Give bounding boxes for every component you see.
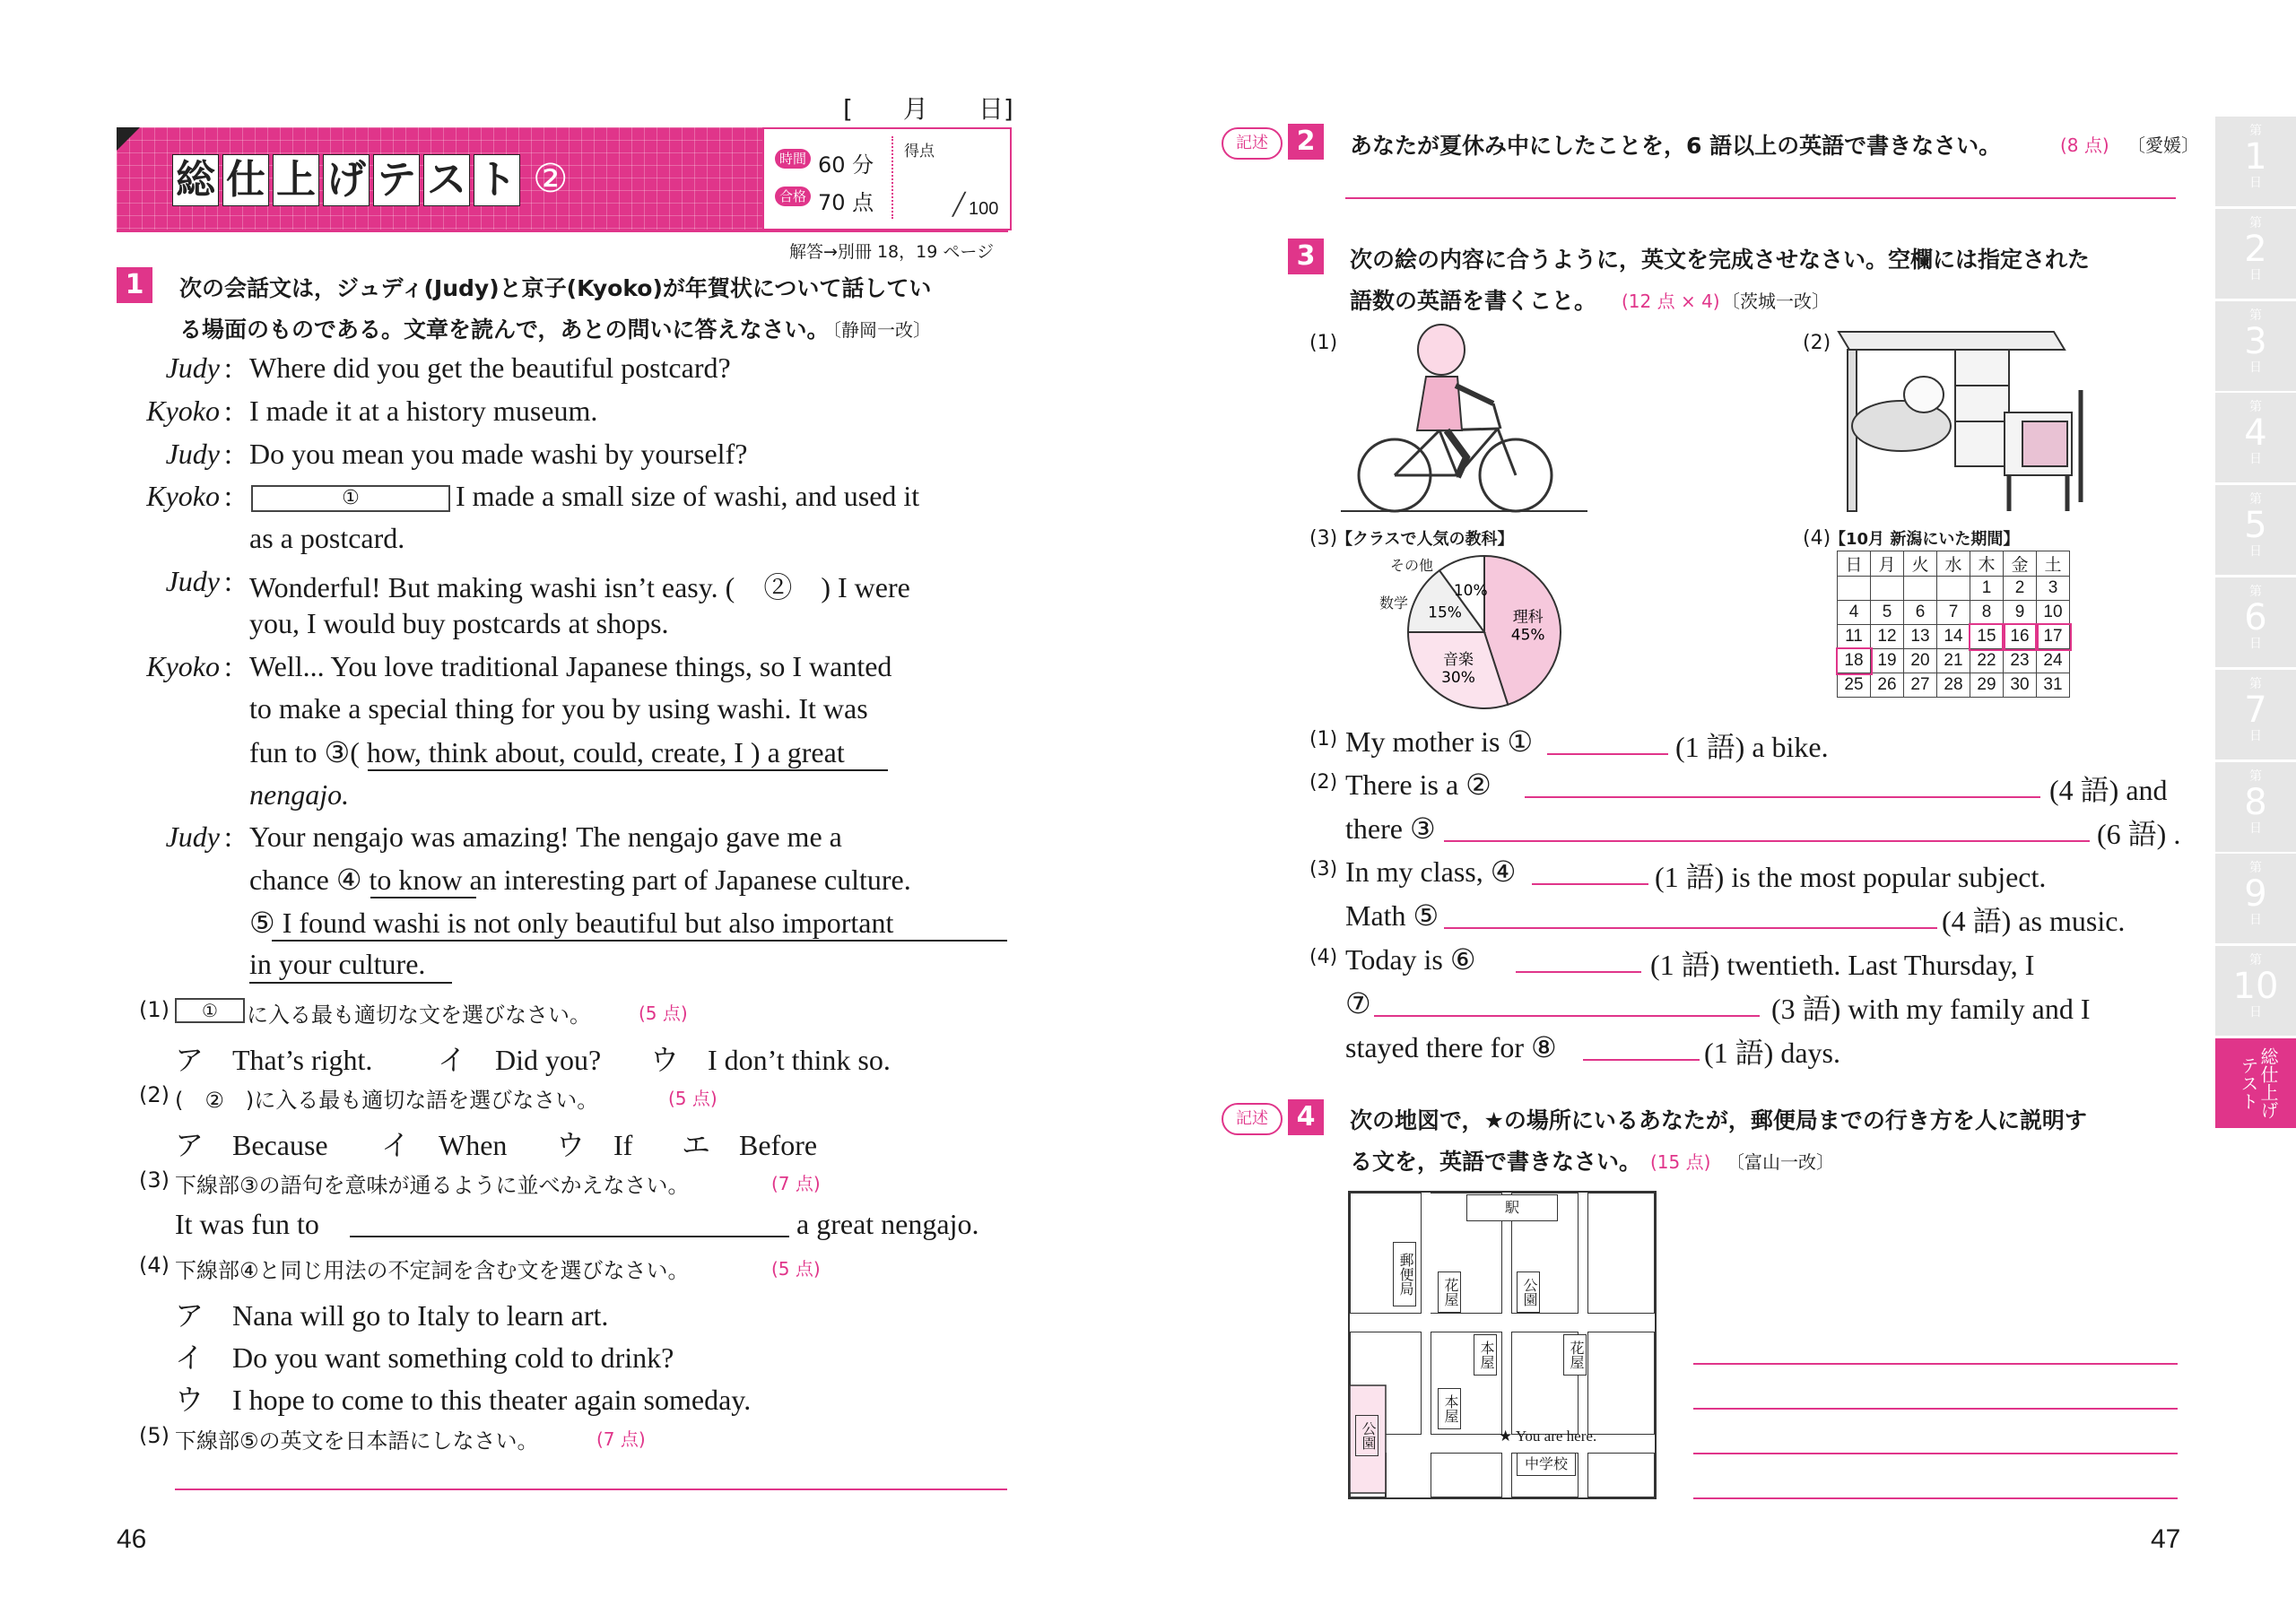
choice[interactable]: エ Before	[682, 1129, 818, 1161]
sentence-text: (1 語) days.	[1704, 1037, 1840, 1069]
you-are-here-marker: ★ You are here.	[1499, 1428, 1597, 1445]
calendar-day-cell: 7	[1937, 601, 1970, 625]
sub-q-3-text: 下線部③の語句を意味が通るように並べかえなさい。	[175, 1173, 690, 1198]
calendar-day-cell: 21	[1937, 649, 1970, 673]
sentence-text: (4 語) and	[2049, 774, 2168, 806]
tab-day-8[interactable]: 第 8 日	[2215, 762, 2296, 855]
underline-5b	[249, 982, 452, 984]
calendar-day-cell: 26	[1871, 673, 1904, 698]
sub-3-prefix: It was fun to	[175, 1208, 319, 1240]
sentence-text: (1 語) twentieth. Last Thursday, I	[1650, 949, 2035, 981]
calendar-header-cell: 火	[1904, 551, 1937, 577]
q3-text-1: 次の絵の内容に合うように，英文を完成させなさい。空欄には指定された	[1350, 247, 2091, 273]
sub-q-label: (1)	[139, 997, 170, 1022]
date-bracket: [ 月 日]	[843, 94, 1013, 124]
pie-label-other: その他	[1390, 557, 1434, 574]
kijutsu-badge: 記述	[1222, 127, 1283, 160]
tab-final-test[interactable]: 総仕上げテスト	[2215, 1038, 2296, 1128]
tab-day-3[interactable]: 第 3 日	[2215, 301, 2296, 394]
sentence-text: Math ⑤	[1345, 899, 1439, 932]
dialogue-line: I made it at a history museum.	[249, 395, 598, 427]
sentence-text: Today is ⑥	[1345, 943, 1476, 976]
q4-answer-line[interactable]	[1693, 1453, 2178, 1454]
sub-3-answer-line[interactable]	[350, 1236, 789, 1237]
blank-1[interactable]	[1547, 753, 1668, 755]
title-number: ②	[533, 156, 569, 202]
calendar-day-cell: 17	[2037, 625, 2070, 649]
blank-8[interactable]	[1583, 1059, 1700, 1061]
tab-day-5[interactable]: 第 5 日	[2215, 485, 2296, 577]
sub-q-4-text: 下線部④と同じ用法の不定詞を含む文を選びなさい。	[175, 1258, 690, 1283]
page-title	[172, 154, 568, 206]
q4-answer-line[interactable]	[1693, 1497, 2178, 1499]
colon: :	[224, 480, 232, 512]
dialogue-line: to make a special thing for you by using washi. It was	[249, 692, 868, 725]
dialogue-line: Wonderful! But making washi isn’t easy. ( ② ) I were	[249, 571, 910, 603]
calendar-header-cell: 金	[2004, 551, 2037, 577]
calendar-day-cell: 1	[1970, 577, 2004, 601]
q4-text-1: 次の地図で，★の場所にいるあなたが，郵便局までの行き方を人に説明す	[1350, 1107, 2087, 1133]
points: (5 点)	[771, 1258, 821, 1280]
sub-q-label: (2)	[139, 1082, 170, 1107]
choice[interactable]: イ When	[381, 1129, 508, 1161]
calendar-day-cell	[1937, 577, 1970, 601]
calendar-day-cell: 20	[1904, 649, 1937, 673]
pie-chart-title: 【クラスで人気の教科】	[1336, 530, 1514, 549]
answer-reference: 解答→別冊 18，19 ページ	[789, 242, 994, 262]
map-flower-shop: 花屋	[1438, 1271, 1461, 1313]
fig-label: (4)	[1803, 527, 1831, 550]
calendar-day-cell: 25	[1838, 673, 1871, 698]
q3-source: 〔茨城一改〕	[1722, 291, 1830, 312]
score-total: 100	[969, 199, 999, 219]
map-flower-shop: 花屋	[1563, 1334, 1587, 1376]
question-1-number: 1	[117, 267, 152, 303]
calendar-day-cell: 11	[1838, 625, 1871, 649]
tab-day-6[interactable]: 第 6 日	[2215, 577, 2296, 670]
dog-under-desk-illustration	[1830, 323, 2090, 516]
blank-7[interactable]	[1374, 1015, 1760, 1017]
q3-text-2: 語数の英語を書くこと。	[1350, 288, 1597, 314]
calendar	[1837, 551, 2070, 698]
dialogue-line: Do you mean you made washi by yourself?	[249, 438, 748, 470]
calendar-day-cell: 13	[1904, 625, 1937, 649]
dialogue-line: you, I would buy postcards at shops.	[249, 607, 669, 639]
sentence-text: (1 語) a bike.	[1675, 731, 1829, 763]
calendar-day-cell: 9	[2004, 601, 2037, 625]
title-char: ト	[474, 154, 520, 206]
pie-label-math: 数学	[1379, 595, 1409, 612]
calendar-day-cell: 27	[1904, 673, 1937, 698]
dialogue-line: nengajo.	[249, 778, 350, 811]
choice[interactable]: ウ I don’t think so.	[650, 1044, 891, 1076]
title-char: 上	[273, 154, 319, 206]
calendar-title: 【10月 新潟にいた期間】	[1830, 530, 2020, 549]
q1-instruction-1: 次の会話文は，ジュディ(Judy)と京子(Kyoko)が年賀状について話してい	[179, 275, 932, 301]
calendar-header-cell: 日	[1838, 551, 1871, 577]
colon: :	[224, 565, 232, 597]
fig-label: (2)	[1803, 332, 1831, 354]
score-label: 得点	[904, 143, 935, 161]
calendar-header-cell: 土	[2037, 551, 2070, 577]
calendar-day-cell: 6	[1904, 601, 1937, 625]
underline-4	[370, 897, 476, 898]
pie-slice-label: 15%	[1428, 603, 1462, 622]
title-char: 仕	[222, 154, 269, 206]
calendar-day-cell	[1871, 577, 1904, 601]
calendar-day-cell: 22	[1970, 649, 2004, 673]
calendar-day-cell: 29	[1970, 673, 2004, 698]
sentence-text: (3 語) with my family and I	[1771, 993, 2091, 1025]
calendar-day-cell: 3	[2037, 577, 2070, 601]
calendar-day-cell: 30	[2004, 673, 2037, 698]
q2-text: あなたが夏休み中にしたことを，6 語以上の英語で書きなさい。	[1350, 133, 2002, 159]
sub-q-label: (5)	[139, 1423, 170, 1448]
tab-day-7[interactable]: 第 7 日	[2215, 670, 2296, 762]
pie-slice-label: 45%	[1510, 626, 1545, 645]
sentence-text: In my class, ④	[1345, 855, 1517, 888]
points: (5 点)	[668, 1088, 718, 1109]
title-char: げ	[323, 154, 370, 206]
sub-q-label: (4)	[139, 1253, 170, 1278]
speaker-judy: Judy	[165, 565, 220, 597]
score-slash: ╱	[952, 193, 966, 217]
dialogue-line: Where did you get the beautiful postcard?	[249, 352, 731, 384]
title-char: ス	[423, 154, 470, 206]
sub-q-5-text: 下線部⑤の英文を日本語にしなさい。	[175, 1428, 539, 1454]
divider	[891, 136, 895, 219]
pie-slice-label: 10%	[1453, 582, 1488, 601]
q4-text-2: る文を，英語で書きなさい。	[1350, 1149, 1642, 1175]
pass-value: 70 点	[818, 190, 874, 215]
underline-3	[368, 769, 888, 771]
dialogue-line: as a postcard.	[249, 522, 405, 554]
q1-source: 〔静岡一改〕	[823, 319, 931, 341]
question-2-number: 2	[1288, 124, 1324, 160]
q2-answer-line[interactable]	[1345, 197, 2176, 199]
choice[interactable]: ウ If	[556, 1129, 633, 1161]
tab-day-2[interactable]: 第 2 日	[2215, 209, 2296, 301]
points: (7 点)	[771, 1173, 821, 1194]
choice[interactable]: イ Do you want something cold to drink?	[175, 1341, 674, 1374]
choice[interactable]: ア Nana will go to Italy to learn art.	[175, 1299, 609, 1332]
dialogue-line: ⑤ I found washi is not only beautiful but also important	[249, 907, 894, 939]
dialogue-line: in your culture.	[249, 948, 426, 980]
dialogue-line: Well... You love traditional Japanese things, so I wanted	[249, 650, 892, 682]
map-bookstore: 本屋	[1474, 1334, 1497, 1376]
dialogue-line: chance ④ to know an interesting part of Japanese culture.	[249, 864, 911, 896]
q1-instruction-2: る場面のものである。文章を読んで，あとの問いに答えなさい。	[179, 317, 830, 343]
calendar-day-cell	[1838, 577, 1871, 601]
calendar-header-cell: 水	[1937, 551, 1970, 577]
question-4-number: 4	[1288, 1099, 1324, 1135]
time-badge: 時間	[775, 149, 811, 169]
sentence-text: (4 語) as music.	[1942, 905, 2126, 937]
map-roads	[1350, 1193, 1655, 1497]
calendar-day-cell: 31	[2037, 673, 2070, 698]
colon: :	[224, 650, 232, 682]
sentence-text: My mother is ①	[1345, 725, 1534, 758]
q2-source: 〔愛媛〕	[2127, 135, 2199, 156]
blank-box-1[interactable]: ①	[251, 485, 450, 512]
speaker-kyoko: Kyoko	[146, 480, 220, 512]
choice[interactable]: ウ I hope to come to this theater again someday.	[175, 1384, 752, 1416]
title-underline	[117, 230, 1008, 232]
map-park: 公園	[1517, 1271, 1540, 1313]
points: (8 点)	[2060, 135, 2109, 156]
tab-day-4[interactable]: 第 4 日	[2215, 393, 2296, 485]
corner-mark	[117, 127, 140, 151]
tab-day-1[interactable]: 第 1 日	[2215, 117, 2296, 209]
sentence-num: (3)	[1309, 858, 1338, 881]
calendar-header-cell: 木	[1970, 551, 2004, 577]
blank-box-ref: ①	[175, 998, 245, 1023]
map-junior-high-school: 中学校	[1517, 1453, 1576, 1476]
girl-on-bicycle-illustration	[1341, 323, 1592, 516]
sentence-num: (4)	[1309, 946, 1338, 968]
speaker-judy: Judy	[165, 352, 220, 384]
pie-slice-label: 音楽	[1443, 650, 1474, 669]
fig-label: (1)	[1309, 332, 1338, 354]
sub-3-suffix: a great nengajo.	[796, 1208, 979, 1240]
sentence-text: There is a ②	[1345, 768, 1492, 801]
points: (12 点 × 4)	[1622, 291, 1720, 312]
colon: :	[224, 352, 232, 384]
sub-q-2-text: ( ② )に入る最も適切な語を選びなさい。	[175, 1088, 599, 1113]
calendar-day-cell	[1904, 577, 1937, 601]
calendar-day-cell: 12	[1871, 625, 1904, 649]
choice[interactable]: イ Did you?	[438, 1044, 602, 1076]
calendar-day-cell: 14	[1937, 625, 1970, 649]
blank-2[interactable]	[1525, 796, 2040, 798]
time-value: 60 分	[818, 152, 874, 178]
tab-day-10[interactable]: 第 10 日	[2215, 946, 2296, 1038]
choice[interactable]: ア That’s right.	[175, 1044, 373, 1076]
tab-day-9[interactable]: 第 9 日	[2215, 854, 2296, 946]
calendar-day-cell: 23	[2004, 649, 2037, 673]
map-station: 駅	[1466, 1194, 1558, 1221]
calendar-day-cell: 10	[2037, 601, 2070, 625]
blank-6[interactable]	[1516, 971, 1641, 973]
choice[interactable]: ア Because	[175, 1129, 328, 1161]
map-park: 公園	[1355, 1415, 1378, 1456]
map-post-office: 郵便局	[1393, 1242, 1416, 1306]
sentence-text: ⑦	[1345, 987, 1371, 1020]
speaker-judy: Judy	[165, 438, 220, 470]
blank-5[interactable]	[1444, 927, 1937, 929]
colon: :	[224, 820, 232, 853]
sub-q-1-text: に入る最も適切な文を選びなさい。	[247, 1002, 591, 1028]
speaker-kyoko: Kyoko	[146, 395, 220, 427]
map-bookstore: 本屋	[1438, 1388, 1461, 1429]
calendar-day-cell: 16	[2004, 625, 2037, 649]
question-3-number: 3	[1288, 239, 1324, 274]
title-char: 総	[172, 154, 219, 206]
sub-5-answer-line[interactable]	[175, 1488, 1007, 1490]
calendar-day-cell: 2	[2004, 577, 2037, 601]
info-box	[762, 127, 1012, 230]
calendar-day-cell: 5	[1871, 601, 1904, 625]
pass-badge: 合格	[775, 187, 811, 206]
pie-slice-label: 30%	[1441, 668, 1475, 687]
calendar-day-cell: 4	[1838, 601, 1871, 625]
title-char: テ	[373, 154, 420, 206]
q4-answer-line[interactable]	[1693, 1363, 2178, 1365]
title-banner	[117, 127, 762, 230]
calendar-day-cell: 19	[1871, 649, 1904, 673]
kijutsu-badge: 記述	[1222, 1103, 1283, 1135]
q4-source: 〔富山一改〕	[1726, 1151, 1834, 1173]
sentence-text: stayed there for ⑧	[1345, 1031, 1557, 1063]
points: (15 点)	[1650, 1151, 1711, 1173]
page-number-right: 47	[2151, 1524, 2181, 1554]
calendar-day-cell: 8	[1970, 601, 2004, 625]
page-number-left: 46	[117, 1524, 147, 1554]
sentence-text: (6 語) .	[2097, 818, 2181, 850]
sentence-text: (1 語) is the most popular subject.	[1655, 861, 2047, 893]
sentence-text: there ③	[1345, 812, 1436, 845]
fig-label: (3)	[1309, 527, 1338, 550]
blank-3[interactable]	[1444, 840, 2090, 842]
pie-slice-label: 理科	[1512, 608, 1544, 627]
dialogue-line: I made a small size of washi, and used it	[456, 480, 920, 512]
speaker-judy: Judy	[165, 820, 220, 853]
sentence-num: (1)	[1309, 728, 1338, 751]
points: (5 点)	[639, 1002, 688, 1024]
sentence-num: (2)	[1309, 771, 1338, 794]
colon: :	[224, 395, 232, 427]
dialogue-line-underlined: fun to ③( how, think about, could, create, I ) a great	[249, 736, 845, 768]
map	[1348, 1191, 1657, 1499]
calendar-header-cell: 月	[1871, 551, 1904, 577]
calendar-day-cell: 24	[2037, 649, 2070, 673]
speaker-kyoko: Kyoko	[146, 650, 220, 682]
calendar-day-cell: 28	[1937, 673, 1970, 698]
calendar-day-cell: 15	[1970, 625, 2004, 649]
colon: :	[224, 438, 232, 470]
q4-answer-line[interactable]	[1693, 1408, 2178, 1410]
sub-q-label: (3)	[139, 1167, 170, 1193]
underline-5	[272, 940, 1007, 942]
blank-4[interactable]	[1532, 883, 1648, 885]
calendar-day-cell: 18	[1838, 649, 1871, 673]
points: (7 点)	[596, 1428, 646, 1450]
dialogue-line: Your nengajo was amazing! The nengajo gave me a	[249, 820, 842, 853]
